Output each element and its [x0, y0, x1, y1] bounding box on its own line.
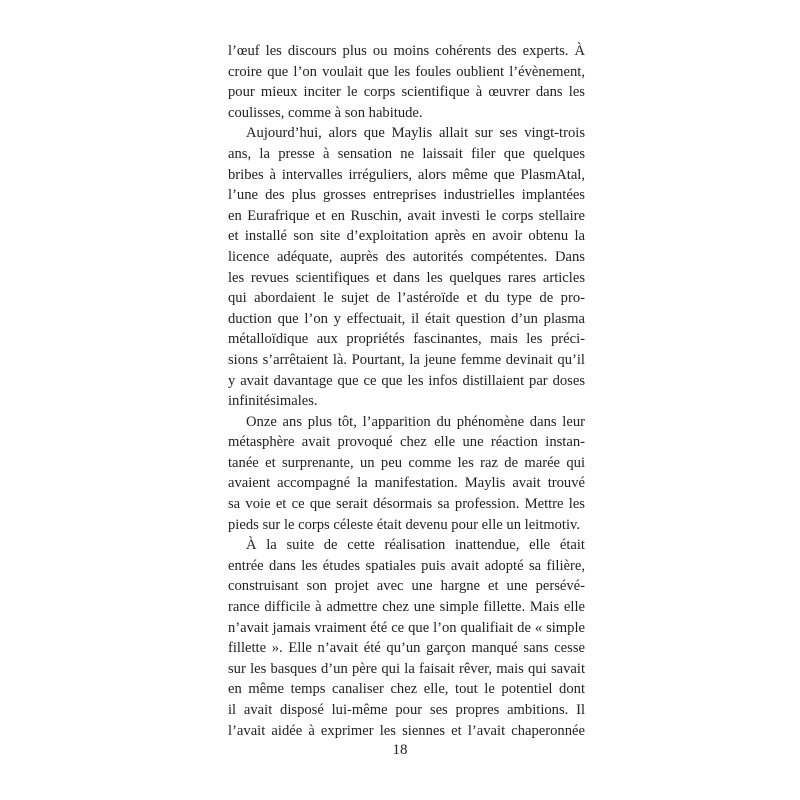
text-line: l’œuf les discours plus ou moins cohérents des experts. À [228, 43, 585, 59]
paragraph [228, 41, 585, 123]
text-line: métalloïdique aux propriétés fascinantes, mais les préci- [228, 331, 585, 348]
text-line: il avait disposé lui-même pour ses propres ambitions. Il [228, 702, 585, 718]
text-line: Aujourd’hui, alors que Maylis allait sur ses vingt-trois [246, 125, 585, 142]
text-line: les revues scientifiques et dans les quelques rares articles [228, 269, 585, 286]
text-line: croire que l’on voulait que les foules oublient l’évènement, [228, 63, 585, 80]
text-line: À la suite de cette réalisation inattendue, elle était [246, 537, 585, 554]
text-line: qui abordaient le sujet de l’astéroïde et du type de pro- [228, 290, 585, 307]
text-line: en Eurafrique et en Ruschin, avait investi le corps stellaire [228, 207, 585, 224]
text-line: pour mieux inciter le corps scientifique à œuvrer dans les [228, 84, 585, 101]
text-line: construisant son projet avec une hargne et une persévé- [228, 578, 585, 595]
text-line: l’une des plus grosses entreprises industrielles implantées [228, 187, 585, 204]
text-line: licence adéquate, auprès des autorités compétentes. Dans [228, 248, 585, 265]
text-line: et installé son site d’exploitation après en avoir obtenu la [228, 228, 585, 245]
text-line: Onze ans plus tôt, l’apparition du phénomène dans leur [246, 413, 585, 430]
paragraph [228, 412, 585, 536]
paragraph [228, 123, 585, 411]
paragraph [228, 535, 585, 741]
body-text [228, 41, 585, 741]
text-line: bribes à intervalles irréguliers, alors même que PlasmAtal, [228, 166, 585, 183]
text-line: pieds sur le corps céleste était devenu pour elle un leitmotiv. [228, 516, 581, 533]
text-line: y avait davantage que ce que les infos distillaient par doses [228, 372, 585, 389]
text-line: fillette ». Elle n’avait été qu’un garçon manqué sans cesse [228, 640, 585, 657]
text-line: coulisses, comme à son habitude. [228, 104, 423, 121]
text-line: entrée dans les études spatiales puis avait adopté sa filière, [228, 557, 585, 574]
text-line: n’avait jamais vraiment été ce que l’on qualifiait de « simple [228, 619, 585, 636]
text-line: avaient accompagné la manifestation. Maylis avait trouvé [228, 475, 585, 492]
text-line: l’avait aidée à exprimer les siennes et l’avait chaperonnée [228, 722, 585, 739]
text-line: infinitésimales. [228, 393, 318, 410]
text-line: tanée et surprenante, un peu comme les raz de marée qui [228, 454, 585, 471]
text-line: sur les basques d’un père qui la faisait rêver, mais qui savait [228, 660, 585, 677]
text-line: ans, la presse à sensation ne laissait filer que quelques [228, 145, 585, 162]
text-line: duction que l’on y effectuait, il était question d’un plasma [228, 310, 585, 327]
text-line: métasphère avait provoqué chez elle une réaction instan- [228, 434, 585, 451]
text-line: sions s’arrêtaient là. Pourtant, la jeune femme devinait qu’il [228, 351, 585, 368]
text-line: en même temps canaliser chez elle, tout le potentiel dont [228, 681, 585, 698]
text-line: rance difficile à admettre chez une simple fillette. Mais elle [228, 599, 585, 616]
text-line: sa voie et ce que serait désormais sa profession. Mettre les [228, 496, 585, 513]
page-number: 18 [392, 742, 408, 758]
